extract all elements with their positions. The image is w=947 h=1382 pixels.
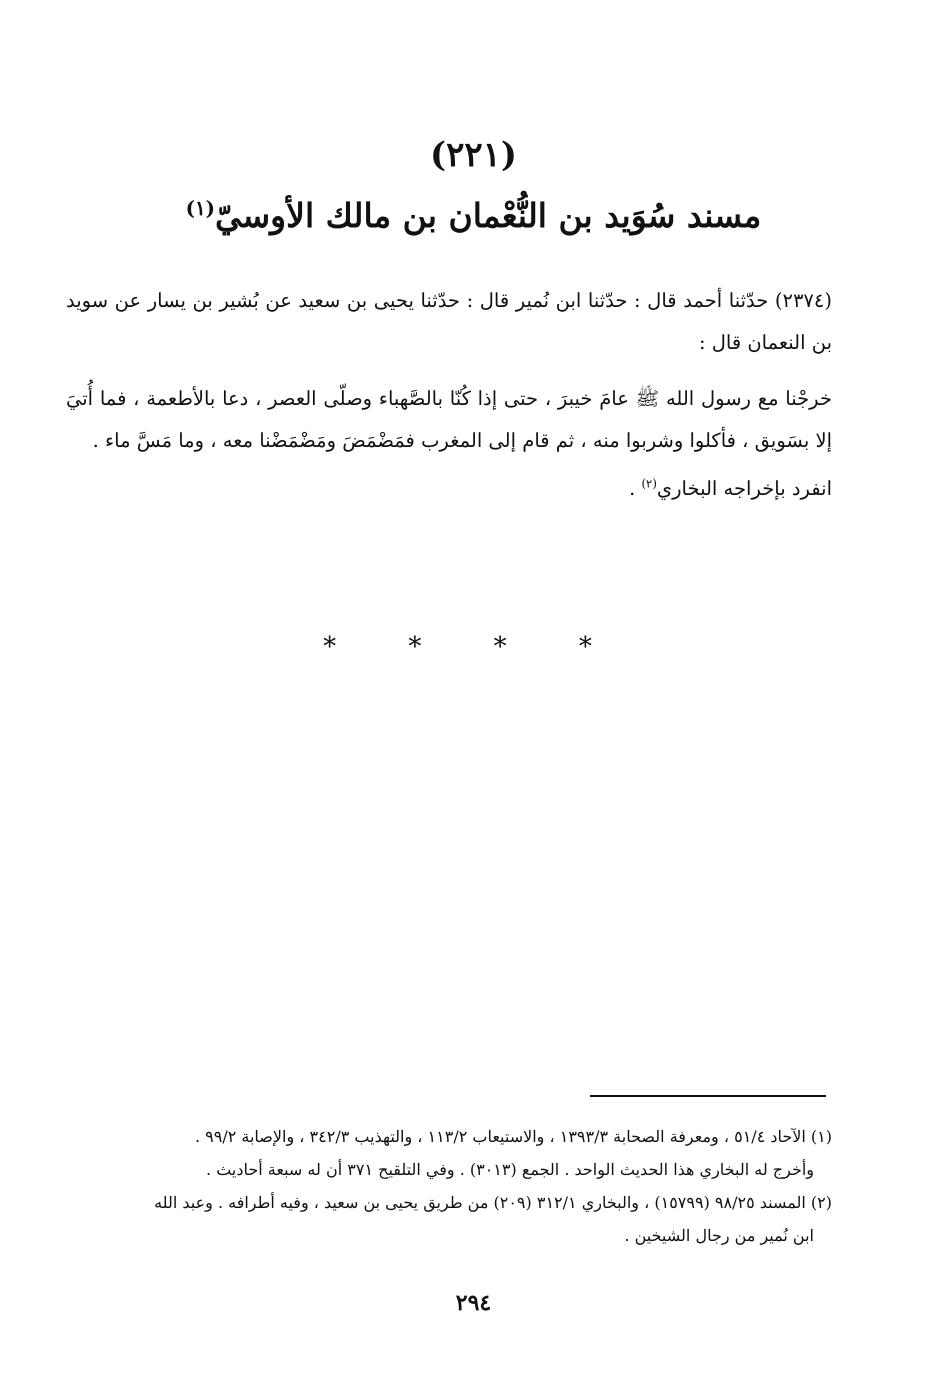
conclusion-end: . <box>629 477 642 500</box>
footnote-2-line-2: ابن نُمير من رجال الشيخين . <box>624 1226 814 1245</box>
footnotes <box>66 1120 832 1252</box>
footnote-2-line-1: (٢) المسند ٩٨/٢٥ (١٥٧٩٩) ، والبخاري ٣١٢/١ (٢٠٩) من طريق يحيى بن سعيد ، وفيه أطرافه . وعبد الله <box>154 1193 832 1212</box>
conclusion-footnote-ref[interactable]: (٢) <box>641 476 657 491</box>
footnote-divider <box>590 1095 826 1097</box>
hadith-isnad: (٢٣٧٤) حدّثنا أحمد قال : حدّثنا ابن نُمير قال : حدّثنا يحيى بن سعيد عن بُشير بن يسار عن سويد بن النعمان قال : <box>66 289 832 354</box>
hadith-body <box>66 280 832 510</box>
hadith-text: خرجْنا مع رسول الله ﷺ عامَ خيبرَ ، حتى إذا كُنّا بالصَّهباء وصلّى العصر ، دعا بالأطعمة ، فما أُتيَ إلا بسَويق ، فأكلوا وشربوا منه ، ثم قام إلى المغرب فمَضْمَضَ ومَضْمَضْنا معه ، وما مَسَّ ماء . <box>66 387 832 452</box>
conclusion-text: انفرد بإخراجه البخاري <box>656 477 832 500</box>
section-separator: * * * * <box>323 632 624 662</box>
chapter-title-text: مسند سُوَيد بن النُّعْمان بن مالك الأوسيّ <box>215 196 762 235</box>
footnote-1-line-1: (١) الآحاد ٥١/٤ ، ومعرفة الصحابة ١٣٩٣/٣ ، والاستيعاب ١١٣/٢ ، والتهذيب ٣٤٢/٣ ، والإصابة ٩٩/٢ . <box>194 1127 832 1146</box>
hadith-conclusion <box>66 468 832 510</box>
chapter-title <box>100 196 847 235</box>
chapter-number: (٢٢١) <box>430 135 517 175</box>
page-number: ٢٩٤ <box>455 1290 492 1316</box>
title-footnote-ref[interactable]: (١) <box>185 196 216 220</box>
footnote-1-line-2: وأخرج له البخاري هذا الحديث الواحد . الجمع (٣٠١٣) . وفي التلقيح ٣٧١ أن له سبعة أحاديث . <box>206 1160 814 1179</box>
